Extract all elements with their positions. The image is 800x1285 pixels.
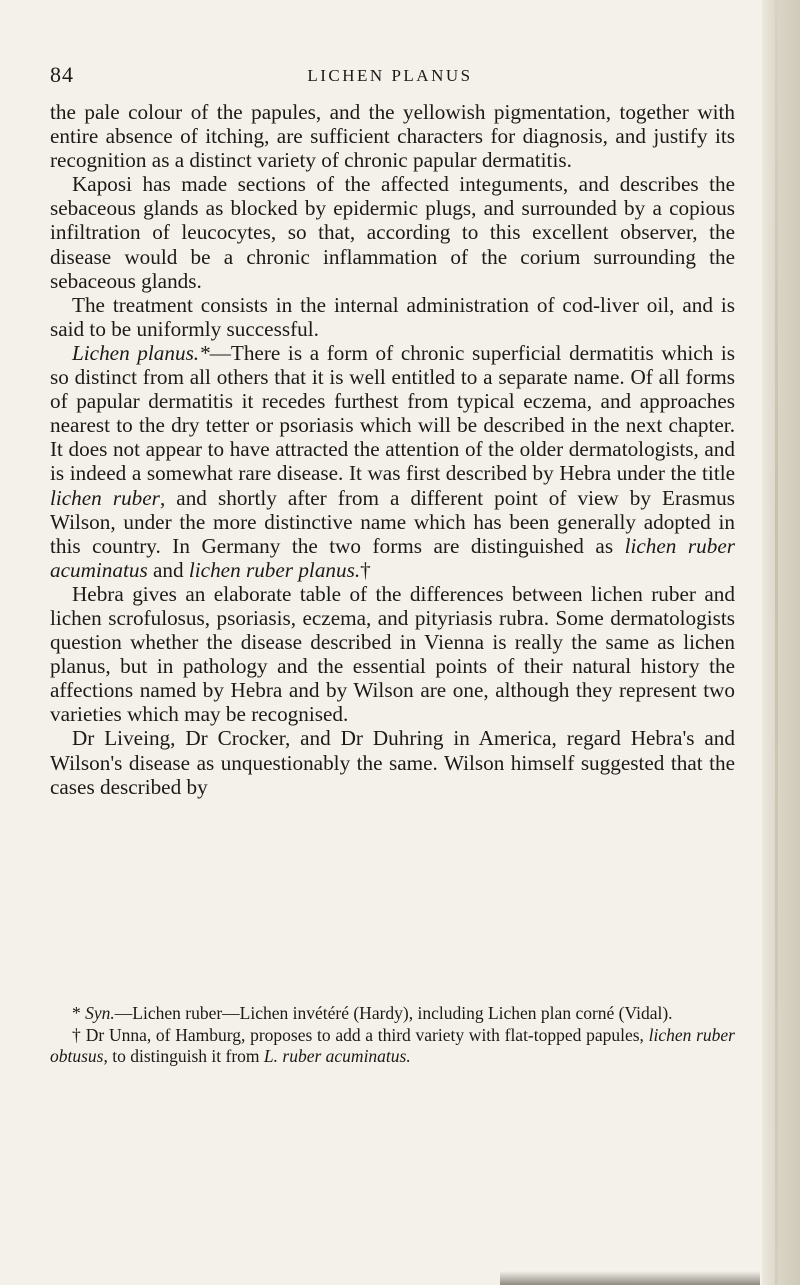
- paragraph-1: the pale colour of the papules, and the yellowish pigmentation, together with entire absence of itching, are sufficient characters for diagnosis, and justify its recognition as a distinct variety of chronic papular dermatitis.: [50, 100, 735, 173]
- body-text: [50, 100, 735, 799]
- footnote-2: † Dr Unna, of Hamburg, proposes to add a third variety with flat-topped papules, lichen ruber obtusus, to distinguish it from L. ruber acuminatus.: [50, 1024, 735, 1066]
- section-heading-lichen-planus: Lichen planus.*: [72, 340, 210, 365]
- page-edge-line: [775, 0, 778, 1285]
- paragraph-3: The treatment consists in the internal administration of cod-liver oil, and is said to be uniformly successful.: [50, 292, 735, 341]
- running-head: LICHEN PLANUS: [307, 66, 473, 85]
- paragraph-5: Hebra gives an elaborate table of the differences between lichen ruber and lichen scrofulosus, psoriasis, eczema, and pityriasis rubra. Some dermatologists question whether the disease described in Vienna is really the same as lichen planus, but in pathology and the essential points of their natural history the affections named by Hebra and by Wilson are one, although they represent two varieties which may be recognised.: [50, 581, 735, 727]
- footnotes: [50, 1003, 735, 1068]
- bottom-edge-smudge: [500, 1271, 760, 1285]
- paragraph-2: Kaposi has made sections of the affected integuments, and describes the sebaceous glands as blocked by epidermic plugs, and surrounded by a copious infiltration of leucocytes, so that, according to this excellent observer, the disease would be a chronic inflammation of the corium surrounding the sebaceous glands.: [50, 172, 735, 293]
- paragraph-6: Dr Liveing, Dr Crocker, and Dr Duhring in America, regard Hebra's and Wilson's disease as unquestionably the same. Wilson himself suggested that the cases described by: [50, 726, 735, 799]
- page-header: [50, 60, 730, 92]
- page-edge-shadow: [762, 0, 800, 1285]
- page-number: 84: [50, 62, 74, 87]
- footnote-1: * Syn.—Lichen ruber—Lichen invétéré (Hardy), including Lichen plan corné (Vidal).: [72, 1003, 673, 1023]
- footnote-marker-dagger: †: [360, 557, 371, 582]
- paragraph-4: Lichen planus.*—There is a form of chronic superficial dermatitis which is so distinct from all others that it is well entitled to a separate name. Of all forms of papular dermatitis it recedes furthest from typical eczema, and approaches nearest to the dry tetter or psoriasis which will be described in the next chapter. It does not appear to have attracted the attention of the older dermatologists, and is indeed a somewhat rare disease. It was first described by Hebra under the title lichen ruber, and shortly after from a different point of view by Erasmus Wilson, under the more distinctive name which has been generally adopted in this country. In Germany the two forms are distinguished as lichen ruber acuminatus and lichen ruber planus.†: [50, 340, 736, 582]
